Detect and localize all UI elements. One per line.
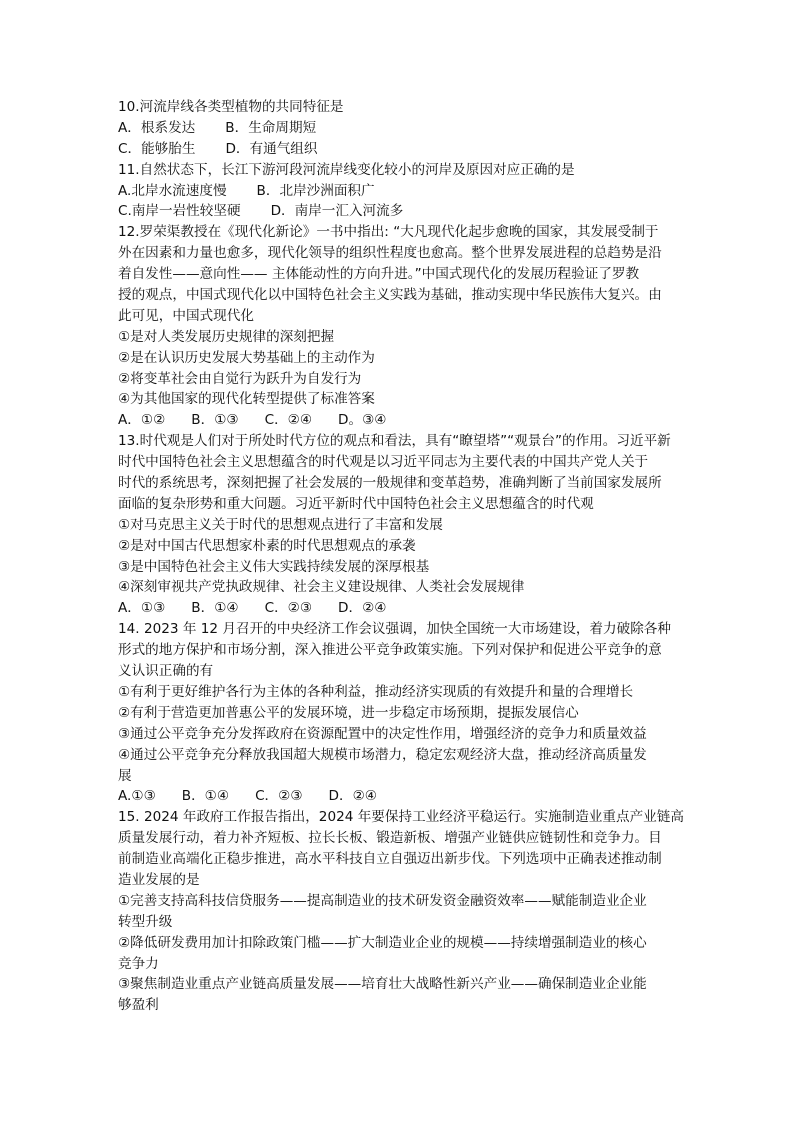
answer-option: D。③④ <box>338 412 387 429</box>
answer-option: D．②④ <box>328 788 377 805</box>
answer-option: C．②③ <box>255 788 303 805</box>
statement-item: ①对马克思主义关于时代的思想观点进行了丰富和发展 <box>118 516 443 533</box>
question-11 <box>118 160 678 223</box>
options-row <box>118 410 678 431</box>
answer-option: A．根系发达 <box>118 119 196 136</box>
question-stem-line: 外在因素和力量也愈多，现代化领导的组织性程度也愈高。整个世界发展进程的总趋势是沿 <box>118 245 662 262</box>
answer-option: B．北岸沙洲面积广 <box>256 182 375 199</box>
answer-option: B．①③ <box>191 412 239 429</box>
question-stem-line: 形式的地方保护和市场分割，深入推进公平竞争政策实施。下列对保护和促进公平竞争的意 <box>118 642 662 659</box>
exam-page <box>118 97 684 1016</box>
statement-item: ①完善支持高科技信贷服务——提高制造业的技术研发资金融资效率——赋能制造业企业 <box>118 892 647 909</box>
question-stem-line: 面临的复杂形势和重大问题。习近平新时代中国特色社会主义思想蕴含的时代观 <box>118 495 594 512</box>
answer-option: B．①④ <box>181 788 230 805</box>
options-row <box>118 598 678 619</box>
answer-option: B．生命周期短 <box>225 119 317 136</box>
question-stem-line: 授的观点，中国式现代化以中国特色社会主义实践为基础，推动实现中华民族伟大复兴。由 <box>118 287 662 304</box>
statement-item: ②是在认识历史发展大势基础上的主动作为 <box>118 349 375 366</box>
statement-item: ②有利于营造更加普惠公平的发展环境，进一步稳定市场预期，提振发展信心 <box>118 704 579 721</box>
statement-item: ①是对人类发展历史规律的深刻把握 <box>118 328 335 345</box>
options-row <box>118 786 678 807</box>
statement-item: ②是对中国古代思想家朴素的时代思想观点的承袭 <box>118 537 416 554</box>
statement-item: ③聚焦制造业重点产业链高质量发展——培育壮大战略性新兴产业——确保制造业企业能 <box>118 976 647 993</box>
statement-item: 展 <box>118 767 132 784</box>
answer-option: A．①② <box>118 412 166 429</box>
options-row <box>118 118 678 139</box>
question-stem-line: 11.自然状态下，长江下游河段河流岸线变化较小的河岸及原因对应正确的是 <box>118 161 575 178</box>
question-stem-line: 此可见，中国式现代化 <box>118 307 254 324</box>
question-12 <box>118 222 678 431</box>
statement-item: ④深刻审视共产党执政规律、社会主义建设规律、人类社会发展规律 <box>118 579 525 596</box>
statement-item: ③是中国特色社会主义伟大实践持续发展的深厚根基 <box>118 558 430 575</box>
statement-item: ②将变革社会由自觉行为跃升为自发行为 <box>118 370 362 387</box>
answer-option: C.南岸一岩性较坚硬 <box>118 203 241 220</box>
answer-option: A．①③ <box>118 600 166 617</box>
question-stem-line: 13.时代观是人们对于所处时代方位的观点和看法，具有“瞭望塔”“观景台”的作用。习近平新 <box>118 433 671 450</box>
question-stem-line: 时代中国特色社会主义思想蕴含的时代观是以习近平同志为主要代表的中国共产党人关于 <box>118 454 649 471</box>
question-stem-line: 时代的系统思考，深刻把握了社会发展的一般规律和变革趋势，准确判断了当前国家发展所 <box>118 475 662 492</box>
statement-item: 转型升级 <box>118 913 173 930</box>
statement-item: ②降低研发费用加计扣除政策门槛——扩大制造业企业的规模——持续增强制造业的核心 <box>118 934 647 951</box>
answer-option: B．①④ <box>191 600 239 617</box>
statement-item: ④为其他国家的现代化转型提供了标准答案 <box>118 391 375 408</box>
statement-item: ③通过公平竞争充分发挥政府在资源配置中的决定性作用，增强经济的竞争力和质量效益 <box>118 725 647 742</box>
answer-option: C．②④ <box>264 412 313 429</box>
statement-item: ①有利于更好维护各行为主体的各种利益，推动经济实现质的有效提升和量的合理增长 <box>118 683 634 700</box>
question-14 <box>118 619 678 807</box>
question-15 <box>118 807 684 1016</box>
options-row <box>118 181 678 202</box>
question-stem-line: 12.罗荣渠教授在《现代化新论》一书中指出: “大凡现代化起步愈晚的国家，其发展受制于 <box>118 224 659 241</box>
options-row <box>118 139 678 160</box>
answer-option: D．南岸一汇入河流多 <box>270 203 404 220</box>
question-stem-line: 15. 2024 年政府工作报告指出，2024 年要保持工业经济平稳运行。实施制造业重点产业链高 <box>118 809 684 826</box>
statement-item: ④通过公平竞争充分释放我国超大规模市场潜力，稳定宏观经济大盘，推动经济高质量发 <box>118 746 647 763</box>
answer-option: A.北岸水流速度慢 <box>118 182 227 199</box>
statement-item: 竞争力 <box>118 955 159 972</box>
question-stem-line: 14. 2023 年 12 月召开的中央经济工作会议强调，加快全国统一大市场建设，着力破除各种 <box>118 621 671 638</box>
answer-option: A.①③ <box>118 788 156 805</box>
options-row <box>118 201 678 222</box>
question-10 <box>118 97 678 160</box>
question-stem-line: 着自发性——意向性—— 主体能动性的方向升进。”中国式现代化的发展历程验证了罗教 <box>118 266 640 283</box>
answer-option: D．②④ <box>338 600 387 617</box>
statement-item: 够盈利 <box>118 997 159 1014</box>
answer-option: D．有通气组织 <box>225 140 318 157</box>
question-stem-line: 质量发展行动，着力补齐短板、拉长长板、锻造新板、增强产业链供应链韧性和竞争力。目 <box>118 830 662 847</box>
question-stem-line: 义认识正确的有 <box>118 663 214 680</box>
answer-option: C．能够胎生 <box>118 140 196 157</box>
question-stem-line: 前制造业高端化正稳步推进，高水平科技自立自强迈出新步伐。下列选项中正确表述推动制 <box>118 851 662 868</box>
question-stem-line: 10.河流岸线各类型植物的共同特征是 <box>118 99 344 115</box>
question-stem-line: 造业发展的是 <box>118 871 200 888</box>
question-13 <box>118 431 678 619</box>
answer-option: C．②③ <box>264 600 313 617</box>
